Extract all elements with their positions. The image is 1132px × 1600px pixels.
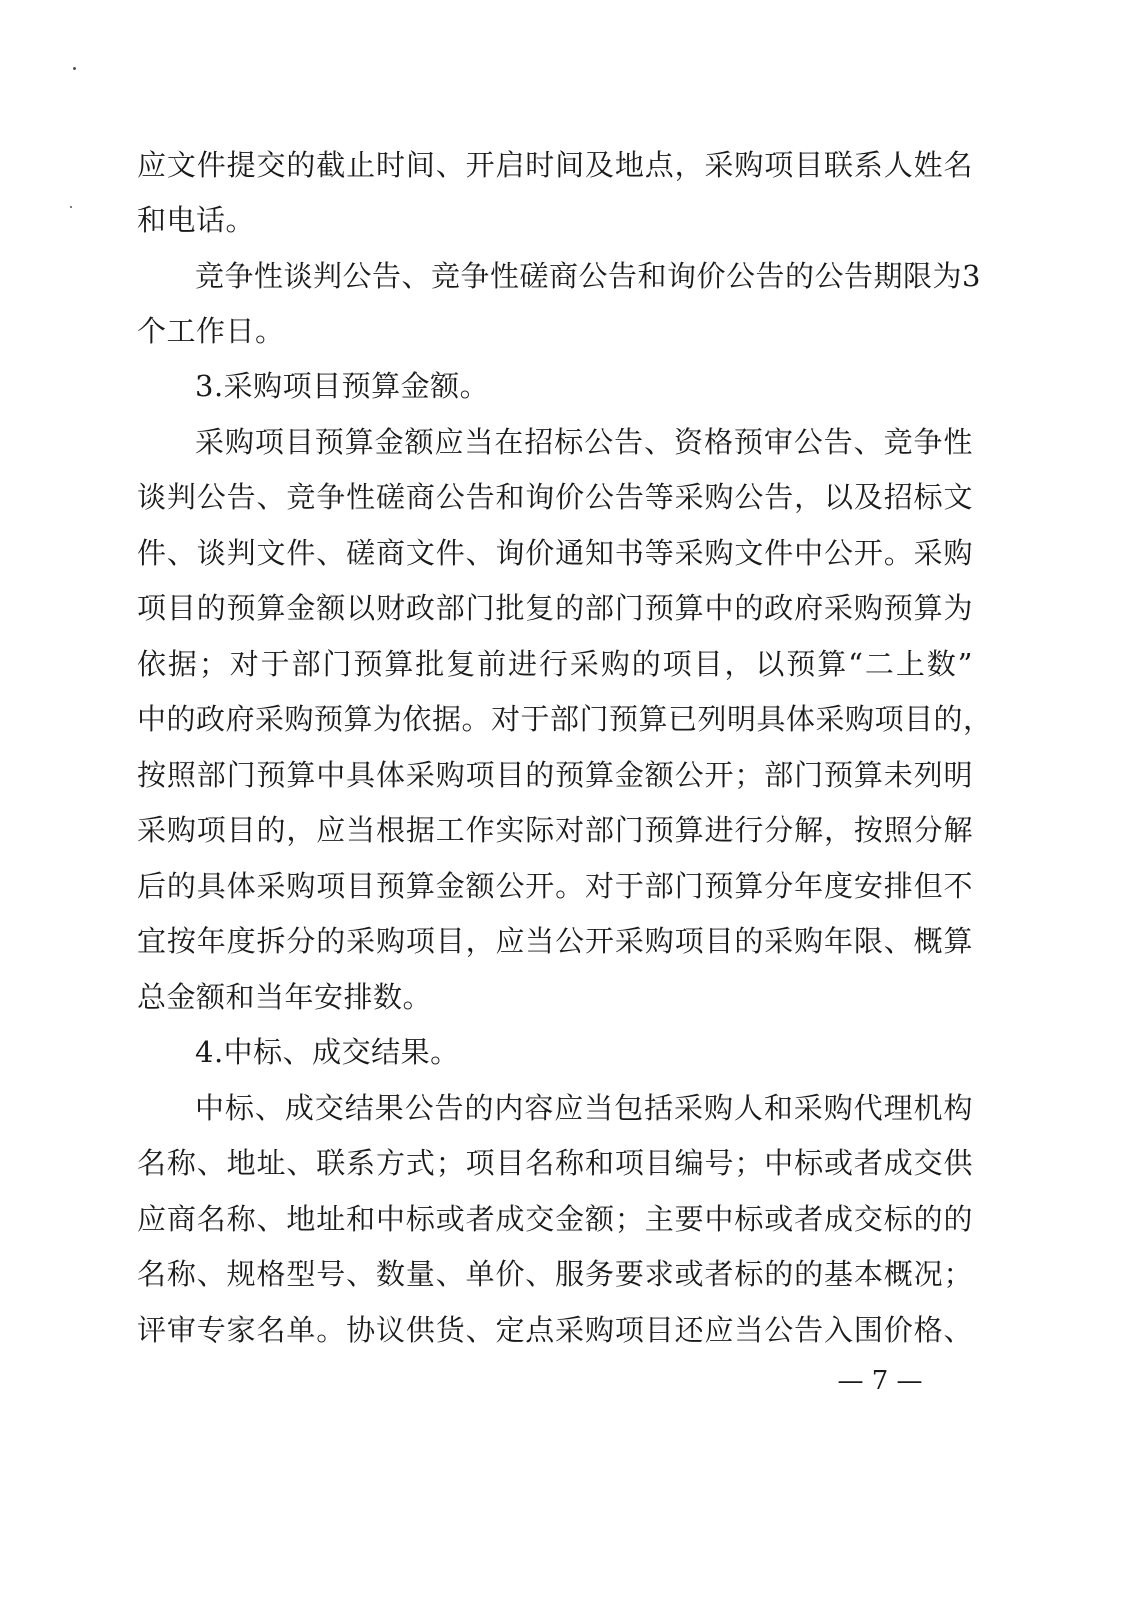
body-text-line: 名称、规格型号、数量、单价、服务要求或者标的的基本概况；: [137, 1257, 973, 1291]
body-text-line: 个工作日。: [137, 314, 285, 348]
section-heading: 3.采购项目预算金额。: [195, 369, 490, 403]
body-text-line: 中的政府采购预算为依据。对于部门预算已列明具体采购项目的，: [137, 702, 993, 736]
body-text-line: 件、谈判文件、磋商文件、询价通知书等采购文件中公开。采购: [137, 536, 973, 570]
body-text-line: 采购项目预算金额应当在招标公告、资格预审公告、竞争性: [195, 425, 973, 459]
body-text-line: 名称、地址、联系方式；项目名称和项目编号；中标或者成交供: [137, 1146, 973, 1180]
body-text-line: 按照部门预算中具体采购项目的预算金额公开；部门预算未列明: [137, 758, 973, 792]
body-text-line: 采购项目的，应当根据工作实际对部门预算进行分解，按照分解: [137, 813, 973, 847]
body-text-line: 后的具体采购项目预算金额公开。对于部门预算分年度安排但不: [137, 869, 973, 903]
body-text-line: 应商名称、地址和中标或者成交金额；主要中标或者成交标的的: [137, 1202, 973, 1236]
body-text-line: 依据；对于部门预算批复前进行采购的项目，以预算“二上数”: [137, 647, 973, 681]
body-text-line: 谈判公告、竞争性磋商公告和询价公告等采购公告，以及招标文: [137, 480, 973, 514]
body-text-line: 项目的预算金额以财政部门批复的部门预算中的政府采购预算为: [137, 591, 973, 625]
body-text-line: 和电话。: [137, 203, 256, 237]
body-text-line: 竞争性谈判公告、竞争性磋商公告和询价公告的公告期限为3: [195, 259, 981, 293]
scan-speck: [70, 206, 72, 208]
section-heading: 4.中标、成交结果。: [195, 1035, 460, 1069]
body-text-line: 中标、成交结果公告的内容应当包括采购人和采购代理机构: [195, 1091, 973, 1125]
body-text-line: 总金额和当年安排数。: [137, 980, 433, 1014]
body-text-line: 应文件提交的截止时间、开启时间及地点，采购项目联系人姓名: [137, 148, 973, 182]
body-text-line: 评审专家名单。协议供货、定点采购项目还应当公告入围价格、: [137, 1313, 973, 1347]
body-text-line: 宜按年度拆分的采购项目，应当公开采购项目的采购年限、概算: [137, 924, 973, 958]
page-number: — 7 —: [837, 1366, 923, 1396]
scan-speck: [73, 67, 76, 70]
